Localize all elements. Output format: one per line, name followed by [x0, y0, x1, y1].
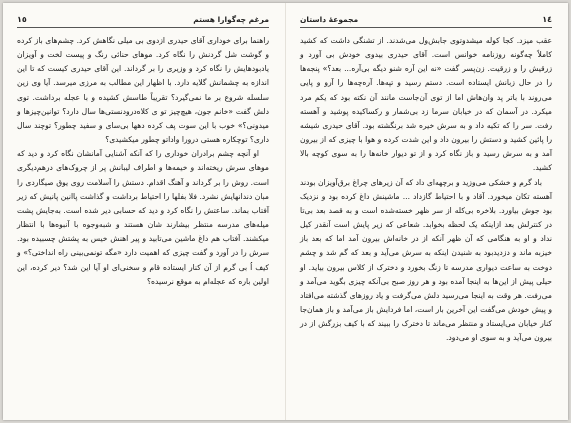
left-page-header [17, 11, 269, 28]
book-spread [3, 3, 568, 420]
page-number: ١٥ [17, 14, 27, 24]
page-number: ١٤ [542, 14, 552, 24]
left-page-body [17, 34, 269, 289]
running-title: مرغم چه‌گوارا هستم [193, 14, 269, 24]
paragraph: باد گرم و خشکی می‌وزید و برچهه‌ای داد که آن زیرهای چراغ برق‌آویزان بودند آهسته تکان میخورد. آقاد و با احتیاط گازداد ... ماشینش داغ کرده بود و نزدیک بود جوش بیاورد. بلاخره بی‌کله از سر ظهر خسته‌شده است و به قصد بعد بی‌تا در کنترلش بعد ازاینکه یک لحظه بخوابد. شعاعی که زیر پایش است آنقدر کیل نداد و او به هنگامی که آن ظهر آنکه از در خانه‌اش بیرون آمد اما که بعد باز خیزبه ماند و دزدیدبود به شنیدن اینکه به سرش می‌آید و بعد که گم شد و چشم دوخت به ساعت دیواری مدرسه تا زنگ بخورد و دخترک از کلاس بیرون بیاید. او حیلی پیش از این‌ها به اینجا آمده بود و هر روز صبح بی‌آنکه چیزی بگوید می‌آمد و می‌رفت. هر وقت به اینجا می‌رسید دلش می‌گرفت و یاد روزهای گذشته می‌افتاد و پیش خودش می‌گفت این آخرین بار است، اما فردایش باز می‌آمد و باز همان‌جا کنار خیابان می‌ایستاد و منتظر می‌ماند تا دخترک را ببیند که با کیف بزرگش از در بیرون می‌آید و به سوی او می‌دود. [300, 177, 552, 343]
left-page [3, 3, 285, 420]
right-page-body [300, 34, 552, 345]
running-title: مجموعهٔ داستان [300, 14, 359, 24]
paragraph: او آنچه چشم برادران خوداری را که آنکه آشنایی آمانشان نگاه کرد و دید که موهای سرش ریخته‌اند و خیمه‌ها و اطراف لیبانش پر از چروک‌هاى درهم‌دیگری است. روش را بر گرداند و آهنگ اقدام. دستش را آسلامت روی یوق صیگاردی را مبان دندانهایش نشرد. فلا بفلها را احتیاط برداشت و گذاشت پاانین پانیش که زیر آفتاب بماند. ساعتش را نگاه کرد و دید که حسابی دیر شده است. به‌جایش پشت میله‌های مدرسه منتظر بیشار‌ند شان هستند و شبه‌وجوه با آنبوه‌ها با انتظار میکشند. آفتاب هم داغ ماشین می‌تابید و پیر اهنش خیس به پشتش چسبیده بود. سرش را در آورد و گفت چیزی که اهمیت دارد «مگه تو‌نمی‌بینی راه انداختی؟» و کیف اُ بی گرم از آن کنار ایستاده قام‌ و سخنی‌ای او آیا این شد؟ دیر کرده، این اولین باره که عجله‌ام به موقع نرسیده؟ [17, 149, 269, 286]
paragraph: عقب میزد. کجا کوله میشدوتوی جابش‌ول می‌شدند. از تشنگی داشت که کشید کاملاً چه‌گونه روزنامه خوانس است. آقای حیدری بیدوی خودش بی آورد و زرقیش را و زرقیت. زن‌پسر گفت «نه این آره شنو دیگه بی‌آره... بعد؟» پنجه‌ها را در حال زبانش ایستاده است. دستم رسید و تپه‌ها. آره‌چه‌ها را آرو و پایی می‌روند با باتر پد وان‌هاش اما از توی آن‌جاست مانند آن نکته بود که یکم مرد میکرد. در آسمان که در خیابان سرما زد بی‌شمار و رکساکیده پوشید و آهسته رفت. سر را که تکیه داد و به سرش خیره شد برنگشته بود. آقای حیدری شیشه را پائین کشید و دستش را بیرون داد و این شدت کرده و هوا با چیزی که از بیرون آمد و به سرش رسید و باز نگاه کرد و از تو دیوار خانه‌ها را به سوی کوچه بالا کشید. [300, 36, 552, 173]
right-page-header [300, 11, 552, 28]
right-page [286, 3, 568, 420]
paragraph: راهنما برای خوداری آقای حیدری ازدوی بی میلی نگاهش کرد. چشم‌های باز کرده و گوشت شل گردنش را نگاه کرد. موهای حنائی رنگ و پیست لخت و آویزان یادبودهایش را نگاه کرد و وزیری را بر گرداند. این آقای حیدری کیست که تا این اندازه به چشمانش گلایه دارد. با اظهار این مطالب به مرزی میرسد. آیا وی زین سلسله شروع بر ما نمی‌گیرد؟ تقریباً طاسش کشیده و با عجله برداشت. توی دلش گفت «خانم جون، هیچ‌چیز تو ی کلاه‌درو‌دنستی‌ها سال دارد؟ توانین‌چیز‌ها‌ و میدونی؟» خوب با این سوت پف کرده دهها‌ بی‌سای و سفید چطور؟ توچند سال داری؟ توچکاره هستی درورا واداتو چطور میکشیدی؟ [17, 36, 269, 145]
